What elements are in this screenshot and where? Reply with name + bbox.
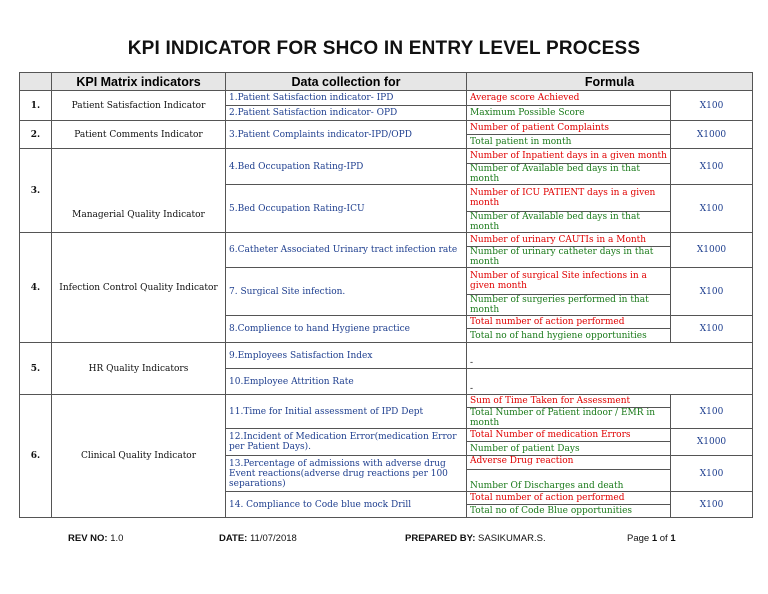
data-item: 4.Bed Occupation Rating-IPD	[226, 149, 467, 185]
data-item: 12.Incident of Medication Error(medication Error per Patient Days).	[226, 429, 467, 456]
formula-numerator: Number of patient Complaints	[467, 121, 671, 135]
formula-numerator: Average score Achieved	[467, 91, 671, 106]
formula-numerator: Total number of action performed	[467, 492, 671, 505]
data-item: 11.Time for Initial assessment of IPD Dept	[226, 395, 467, 429]
formula-denominator: Total Number of Patient indoor / EMR in month	[467, 408, 671, 429]
rev-label: REV NO:	[68, 533, 108, 544]
data-item: 2.Patient Satisfaction indicator- OPD	[226, 106, 467, 121]
formula-multiplier: X1000	[671, 429, 753, 456]
footer-date	[219, 533, 297, 544]
formula-denominator: Total no of Code Blue opportunities	[467, 505, 671, 518]
header-data-collection: Data collection for	[226, 73, 467, 91]
formula-multiplier: X100	[671, 395, 753, 429]
formula-numerator: Sum of Time Taken for Assessment	[467, 395, 671, 408]
formula-dash: -	[467, 343, 753, 369]
group-name: Clinical Quality Indicator	[52, 395, 226, 518]
group-name: HR Quality Indicators	[52, 343, 226, 395]
formula-denominator: Number of Available bed days in that month	[467, 164, 671, 185]
formula-multiplier: X100	[671, 91, 753, 121]
formula-multiplier: X100	[671, 185, 753, 233]
header-formula: Formula	[467, 73, 753, 91]
formula-dash: -	[467, 369, 753, 395]
formula-multiplier: X100	[671, 456, 753, 492]
data-item: 3.Patient Complaints indicator-IPD/OPD	[226, 121, 467, 149]
group-name: Patient Satisfaction Indicator	[52, 91, 226, 121]
formula-multiplier: X100	[671, 492, 753, 518]
formula-numerator: Total Number of medication Errors	[467, 429, 671, 442]
formula-denominator: Maximum Possible Score	[467, 106, 671, 121]
group-number: 3.	[20, 149, 52, 233]
formula-multiplier: X100	[671, 268, 753, 316]
page-number: 1	[651, 533, 658, 544]
group-number: 2.	[20, 121, 52, 149]
formula-numerator: Number of Inpatient days in a given month	[467, 149, 671, 164]
group-number: 6.	[20, 395, 52, 518]
formula-multiplier: X100	[671, 149, 753, 185]
group-name: Infection Control Quality Indicator	[52, 233, 226, 343]
data-item: 6.Catheter Associated Urinary tract infection rate	[226, 233, 467, 268]
data-item: 1.Patient Satisfaction indicator- IPD	[226, 91, 467, 106]
data-item: 9.Employees Satisfaction Index	[226, 343, 467, 369]
page-total: 1	[670, 533, 676, 544]
page-title: KPI INDICATOR FOR SHCO IN ENTRY LEVEL PROCESS	[127, 38, 641, 59]
footer-rev	[68, 533, 123, 544]
formula-numerator: Number of surgical Site infections in a given month	[467, 268, 671, 295]
page-label: Page	[627, 533, 650, 544]
formula-numerator: Number of urinary CAUTIs in a Month	[467, 233, 671, 247]
page-of: of	[659, 533, 668, 544]
formula-denominator: Number of Available bed days in that month	[467, 212, 671, 233]
footer-page	[627, 533, 676, 544]
table-row	[20, 395, 753, 408]
formula-multiplier: X100	[671, 316, 753, 343]
group-name: Patient Comments Indicator	[52, 121, 226, 149]
data-item: 8.Complience to hand Hygiene practice	[226, 316, 467, 343]
kpi-table	[19, 72, 753, 518]
formula-denominator: Number of surgeries performed in that month	[467, 295, 671, 316]
formula-denominator: Total no of hand hygiene opportunities	[467, 329, 671, 343]
table-row	[20, 149, 753, 164]
group-number: 1.	[20, 91, 52, 121]
group-number: 5.	[20, 343, 52, 395]
formula-denominator: Total patient in month	[467, 135, 671, 149]
data-item: 5.Bed Occupation Rating-ICU	[226, 185, 467, 233]
data-item: 10.Employee Attrition Rate	[226, 369, 467, 395]
date-label: DATE:	[219, 533, 248, 544]
data-item: 7. Surgical Site infection.	[226, 268, 467, 316]
formula-numerator: Adverse Drug reaction	[467, 456, 671, 470]
formula-multiplier: X1000	[671, 121, 753, 149]
data-item: 13.Percentage of admissions with adverse drug Event reactions(adverse drug reactions per 100 separations)	[226, 456, 467, 492]
group-name: Managerial Quality Indicator	[52, 149, 226, 233]
formula-denominator: Number of patient Days	[467, 442, 671, 456]
formula-denominator: Number of urinary catheter days in that month	[467, 247, 671, 268]
prepared-label: PREPARED BY:	[405, 533, 476, 544]
footer-prepared	[405, 533, 546, 544]
rev-value: 1.0	[110, 533, 124, 544]
table-row	[20, 343, 753, 369]
date-value: 11/07/2018	[249, 533, 297, 544]
header-row	[20, 73, 753, 91]
formula-numerator: Number of ICU PATIENT days in a given month	[467, 185, 671, 212]
header-blank	[20, 73, 52, 91]
table-row	[20, 233, 753, 247]
formula-numerator: Total number of action performed	[467, 316, 671, 329]
formula-denominator: Number Of Discharges and death	[467, 470, 671, 492]
data-item: 14. Compliance to Code blue mock Drill	[226, 492, 467, 518]
table-row	[20, 91, 753, 106]
prepared-value: SASIKUMAR.S.	[478, 533, 546, 544]
table-row	[20, 121, 753, 135]
formula-multiplier: X1000	[671, 233, 753, 268]
group-number: 4.	[20, 233, 52, 343]
header-matrix: KPI Matrix indicators	[52, 73, 226, 91]
